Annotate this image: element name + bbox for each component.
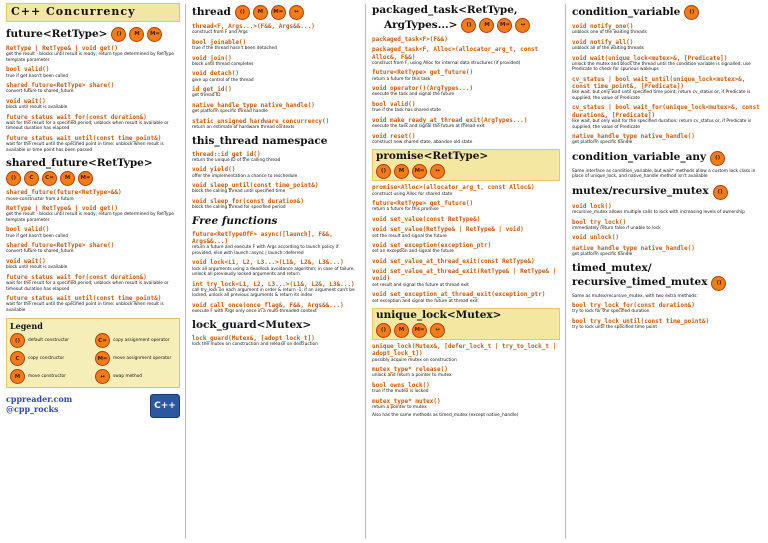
legend-text: swap method	[113, 374, 143, 380]
method-description: get the result - blocks until result is ready; return type determined by RetType template parameter	[6, 212, 174, 223]
operation-badge-icon: ()	[376, 323, 391, 338]
section-header-unique-lock	[372, 308, 560, 340]
shared-future-items	[6, 189, 180, 313]
operation-badge-icon: M=	[412, 323, 427, 338]
section-title: shared_future<RetType>	[6, 157, 153, 170]
method-signature: void detach()	[192, 70, 239, 78]
method-signature: future_status wait_for(const duration&)	[6, 273, 147, 281]
legend-badge-icon: M=	[95, 351, 110, 366]
column-1	[0, 0, 185, 543]
twitter-handle[interactable]: @cpp_rocks	[6, 404, 59, 415]
operation-badge-icon: ()	[684, 5, 699, 20]
method-signature: mutex_type* release()	[372, 366, 448, 374]
operation-badge-icon: ↔	[430, 323, 445, 338]
method-description: move-constructor from a future	[6, 196, 74, 202]
method-description: construct from F and Args	[192, 30, 248, 36]
badge-group	[713, 184, 731, 200]
method-signature: bool joinable()	[192, 38, 247, 46]
operation-badge-icon: M=	[147, 27, 162, 42]
section-title: unique_lock<Mutex>	[376, 309, 502, 322]
operation-badge-icon: ()	[461, 18, 476, 33]
legend-item	[95, 351, 176, 366]
method-signature: void set_value(RetType& | RetType& | void)	[372, 226, 524, 234]
legend-badge-icon: C	[10, 351, 25, 366]
legend-item	[95, 369, 176, 384]
operation-badge-icon: ()	[6, 171, 21, 186]
method-description: execute F with Args only once in a multi-threaded context	[192, 309, 317, 315]
method-signature: void yield()	[192, 166, 236, 174]
column-4	[566, 0, 768, 543]
section-header-future	[6, 26, 180, 42]
thread-items	[192, 23, 360, 131]
section-header-condition-variable-any	[572, 150, 763, 166]
method-signature: packaged_task<F>(F&&)	[372, 36, 448, 43]
method-description: unblock all of the waiting threads	[572, 46, 644, 52]
method-signature: void wait(unique_lock<mutex>&, [Predicate])	[572, 54, 728, 62]
section-header-packaged-task	[372, 4, 560, 33]
method-signature: promise<Alloc>(allocator_arg_t, const Alloc&)	[372, 184, 535, 192]
operation-badge-icon: ↔	[430, 164, 445, 179]
packaged-task-items	[372, 36, 560, 145]
method-signature: bool try_lock()	[572, 218, 627, 226]
method-signature: void sleep_until(const time_point&)	[192, 182, 319, 190]
method-description: set an exception and signal the future	[372, 249, 454, 255]
operation-badge-icon: M	[253, 5, 268, 20]
method-description: return a future and execute F with Args according to launch policy if provided, else with launch::async | launch::deferred	[192, 245, 339, 256]
page-title: C++ Concurrency	[6, 3, 180, 22]
section-header-thread	[192, 4, 360, 20]
method-signature: future<RetType> get_future()	[372, 69, 474, 77]
method-signature: native_handle_type native_handle()	[572, 133, 695, 141]
promise-items	[372, 184, 560, 304]
operation-badge-icon: M=	[497, 18, 512, 33]
badge-group	[684, 4, 702, 20]
method-description: set the result and signal the future	[372, 233, 447, 239]
operation-badge-icon: C=	[42, 171, 57, 186]
section-header-mutex	[572, 184, 763, 200]
legend-text: default constructor	[28, 338, 70, 344]
timed-mutex-desc: Same as mutex/recursive_mutex, with two extra methods:	[572, 293, 698, 299]
method-signature: void unlock()	[572, 234, 619, 242]
method-description: unlock the mutex and block the thread until the condition variable is signalled; use Predicate to check for spurious wakeups	[572, 61, 751, 73]
method-description: block until result is available	[6, 105, 68, 111]
operation-badge-icon: M=	[412, 164, 427, 179]
method-description: convert future to shared_future	[6, 249, 74, 255]
method-signature: thread::id get_id()	[192, 150, 261, 158]
method-description: true if the mutex is locked	[372, 389, 429, 395]
method-signature: void reset()	[372, 132, 416, 140]
method-description: get the result - blocks until result is ready; return type determined by RetType template parameter	[6, 52, 174, 63]
unique-lock-items	[372, 343, 560, 410]
section-title: packaged_task<RetType,	[372, 4, 518, 16]
footer	[6, 394, 180, 418]
operation-badge-icon: M	[60, 171, 75, 186]
method-signature: RetType | RetType& | void get()	[6, 205, 118, 213]
method-description: lock the mutex on construction and release on destruction	[192, 342, 318, 348]
section-title-cont: recursive_timed_mutex	[572, 276, 708, 289]
method-description: get platform specific handle	[572, 252, 633, 258]
operation-badge-icon: ()	[376, 164, 391, 179]
method-signature: int try_lock<L1, L2, L3...>(L1&, L2&, L3&...)	[192, 280, 355, 288]
method-description: execute the task and signal the future at thread exit	[372, 124, 485, 130]
method-signature: void set_value_at_thread_exit(const RetType&)	[372, 257, 535, 265]
method-description: wait for the result for a specified period; unblock when result is available or timeout duration has elapsed	[6, 281, 169, 292]
method-description: wait for the result for a specified period; unblock when result is available or timeout duration has elapsed	[6, 120, 169, 132]
method-description: true if the task has shared state	[372, 108, 441, 114]
free-function-items	[192, 231, 360, 315]
section-title: condition_variable_any	[572, 151, 707, 164]
operation-badge-icon: ()	[710, 151, 725, 166]
method-description: true if get hasn't been called	[6, 73, 69, 79]
method-description: wait for the result until the specified point in time; unblock when result is available or time point has been passed	[6, 142, 164, 153]
method-signature: bool valid()	[6, 66, 50, 74]
method-signature: shared_future<RetType> share()	[6, 242, 115, 250]
method-description: true if the thread hasn't been detached	[192, 46, 277, 52]
method-description: lock all arguments using a deadlock avoidance algorithm; in case of failure, unlock all previously locked arguments and return	[192, 266, 355, 278]
badge-group	[111, 26, 165, 42]
method-description: convert future to shared_future	[6, 89, 74, 95]
method-signature: future_status wait_until(const time_point&)	[6, 134, 162, 142]
legend-badge-icon: ↔	[95, 369, 110, 384]
section-title: condition_variable	[572, 5, 681, 18]
method-signature: future_status wait_for(const duration&)	[6, 113, 147, 121]
section-title-cont: ArgTypes...>	[384, 18, 458, 31]
method-signature: bool try_lock_until(const time_point&)	[572, 317, 710, 325]
method-description: recursive_mutex allows multiple calls to lock with increasing levels of ownership	[572, 210, 745, 216]
badge-group	[6, 170, 96, 186]
legend	[6, 318, 180, 388]
method-description: construct from F, using Alloc for internal data structures (if provided)	[372, 60, 521, 66]
method-description: offer the implementation a chance to reschedule	[192, 173, 298, 179]
method-signature: packaged_task<F, Alloc>(allocator_arg_t, const Alloc&, F&&)	[372, 46, 539, 61]
lock-guard-items	[192, 335, 360, 348]
badge-group	[710, 150, 728, 166]
operation-badge-icon: M=	[78, 171, 93, 186]
method-signature: native_handle_type native_handle()	[192, 101, 315, 109]
method-signature: thread<F, Args...>(F&&, Args&&...)	[192, 23, 315, 30]
operation-badge-icon: ↔	[515, 18, 530, 33]
legend-item	[10, 333, 91, 348]
legend-badge-icon: M	[10, 369, 25, 384]
mutex-items	[572, 203, 763, 258]
method-signature: void set_exception(exception_ptr)	[372, 242, 492, 250]
operation-badge-icon: C	[24, 171, 39, 186]
method-signature: unique_lock(Mutex&, [defer_lock_t | try_to_lock_t | adopt_lock_t])	[372, 343, 557, 358]
method-signature: bool owns_lock()	[372, 381, 430, 389]
operation-badge-icon: ()	[713, 185, 728, 200]
method-description: return a future for this task	[372, 76, 431, 82]
method-signature: void call_once(once_flag&, F&&, Args&&...)	[192, 301, 344, 309]
badge-group	[711, 275, 729, 291]
method-signature: void notify_all()	[572, 38, 634, 46]
cpp-logo-icon: C++	[150, 394, 180, 418]
method-description: set exception and signal the future at thread exit	[372, 298, 478, 304]
legend-grid	[10, 333, 176, 384]
method-description: construct new shared state, abandon old state	[372, 139, 473, 145]
method-signature: void sleep_for(const duration&)	[192, 197, 304, 205]
section-header-timed-mutex	[572, 262, 763, 291]
method-signature: shared_future(future<RetType>&&)	[6, 189, 122, 197]
section-header-free-functions	[192, 215, 360, 228]
method-signature: id get_id()	[192, 86, 232, 94]
method-signature: void set_value(const RetType&)	[372, 215, 481, 223]
method-signature: void make_ready_at_thread_exit(ArgTypes...)	[372, 116, 528, 124]
method-signature: void wait()	[6, 257, 46, 265]
method-description: set result and signal the future at thread exit	[372, 282, 469, 288]
method-signature: native_handle_type native_handle()	[572, 244, 695, 252]
section-title: timed_mutex/	[572, 261, 652, 274]
operation-badge-icon: ()	[111, 27, 126, 42]
this-thread-items	[192, 151, 360, 211]
legend-item	[95, 333, 176, 348]
method-description: get thread ID	[192, 93, 221, 99]
method-description: like wait, but only wait for the specified duration; return cv_status or, if Predicate is supplied, the value of Predicate	[572, 119, 752, 130]
section-title: thread	[192, 5, 231, 18]
method-signature: void join()	[192, 54, 232, 62]
unique-lock-footer: Also has the same methods as timed_mutex (except native_handle)	[372, 412, 519, 418]
badge-group	[461, 17, 533, 33]
badge-group	[376, 163, 448, 179]
method-signature: void set_exception_at_thread_exit(exception_ptr)	[372, 291, 546, 299]
method-signature: cv_status | bool wait_for(unique_lock<mutex>&, const duration&, [Predicate])	[572, 104, 760, 119]
method-signature: bool valid()	[372, 100, 416, 108]
legend-item	[10, 369, 91, 384]
method-signature: bool valid()	[6, 226, 50, 234]
section-title: this_thread namespace	[192, 134, 328, 147]
operation-badge-icon: M	[394, 164, 409, 179]
method-signature: cv_status | bool wait_until(unique_lock<mutex>&, const time_point&, [Predicate])	[572, 75, 746, 91]
section-title: lock_guard<Mutex>	[192, 318, 312, 331]
timed-mutex-items	[572, 302, 763, 331]
method-description: call try_lock on each argument in order & return -1; if an argument can't be locked, unlock all previous arguments & return its index	[192, 287, 355, 299]
method-signature: void set_value_at_thread_exit(RetType& | RetType& | void)	[372, 268, 557, 283]
method-signature: static unsigned hardware_concurrency()	[192, 117, 330, 125]
method-description: true if get hasn't been called	[6, 233, 69, 239]
method-description: return a pointer to mutex	[372, 405, 427, 411]
method-description: execute the task and signal the future	[372, 92, 455, 98]
method-description: unblock one of the waiting threads	[572, 30, 647, 36]
operation-badge-icon: M	[129, 27, 144, 42]
method-description: give up control of the thread	[192, 77, 254, 83]
section-title: Free functions	[192, 214, 278, 227]
section-title: future<RetType>	[6, 27, 108, 40]
operation-badge-icon: ()	[235, 5, 250, 20]
method-signature: void lock()	[572, 202, 612, 210]
method-signature: void lock<L1, L2, L3...>(L1&, L2&, L3&...)	[192, 259, 344, 267]
condition-variable-items	[572, 23, 763, 146]
legend-text: copy assignment operator	[113, 338, 170, 344]
badge-group	[235, 4, 307, 20]
column-2	[186, 0, 365, 543]
legend-badge-icon: C=	[95, 333, 110, 348]
method-description: possibly acquire mutex on construction	[372, 357, 457, 363]
legend-item	[10, 351, 91, 366]
badge-group	[376, 322, 448, 338]
method-description: get platform specific thread handle	[192, 109, 268, 115]
legend-text: move assignment operator	[113, 356, 172, 362]
method-description: try to lock for the specified duration	[572, 309, 650, 315]
legend-title: Legend	[10, 321, 43, 332]
method-description: construct using Alloc for shared state	[372, 191, 453, 197]
method-description: block the calling thread for specified period	[192, 205, 286, 211]
operation-badge-icon: M=	[271, 5, 286, 20]
section-header-promise	[372, 149, 560, 181]
operation-badge-icon: ()	[711, 276, 726, 291]
method-description: wait for the result until the specified point in time; unblock when result is available	[6, 302, 164, 313]
method-description: immediately return false if unable to lock	[572, 225, 661, 231]
method-signature: RetType | RetType& | void get()	[6, 45, 118, 52]
method-description: get platform specific handle	[572, 140, 633, 146]
operation-badge-icon: ↔	[289, 5, 304, 20]
section-title: promise<RetType>	[376, 150, 489, 163]
method-description: return the unique ID of the calling thread	[192, 157, 281, 163]
column-3	[366, 0, 565, 543]
legend-text: copy constructor	[28, 356, 65, 362]
condition-variable-any-desc: Same interface as condition_variable, but wait* methods allow a custom lock class in place of unique_lock, and native_handle method isn't available	[572, 168, 756, 180]
section-title: mutex/recursive_mutex	[572, 185, 709, 198]
method-description: return a future for this promise	[372, 207, 439, 213]
method-signature: void notify_one()	[572, 23, 634, 30]
method-description: try to lock until the specified time point	[572, 325, 658, 331]
section-header-shared-future	[6, 157, 180, 186]
section-header-lock-guard	[192, 319, 360, 332]
future-items	[6, 45, 180, 153]
legend-text: move constructor	[28, 374, 66, 380]
legend-badge-icon: ()	[10, 333, 25, 348]
method-description: like wait, but only wait until specified time point; return cv_status or, if Predicate is supplied, the value of Predicate	[572, 90, 751, 101]
method-signature: future<RetType> get_future()	[372, 200, 474, 208]
method-signature: void operator()(ArgTypes...)	[372, 85, 474, 93]
method-signature: lock_guard(Mutex&, [adopt_lock_t])	[192, 334, 315, 342]
method-signature: shared_future<RetType> share()	[6, 82, 115, 90]
operation-badge-icon: M	[479, 18, 494, 33]
method-description: return an estimate of hardware thread contexts	[192, 125, 295, 131]
section-header-condition-variable	[572, 4, 763, 20]
method-description: block until result is available	[6, 265, 68, 271]
method-signature: void wait()	[6, 97, 46, 105]
method-description: block the calling thread until specified time	[192, 189, 286, 195]
site-link[interactable]: cppreader.com	[6, 394, 73, 405]
operation-badge-icon: M	[394, 323, 409, 338]
method-signature: future<RetTypeOfF> async([launch], F&&, Args&&...)	[192, 230, 333, 246]
method-signature: mutex_type* mutex()	[372, 397, 441, 405]
method-signature: future_status wait_until(const time_point&)	[6, 295, 162, 303]
method-description: unlock and return a pointer to mutex	[372, 373, 452, 379]
section-header-this-thread	[192, 135, 360, 148]
method-description: block until thread completes	[192, 61, 254, 67]
method-signature: bool try_lock_for(const duration&)	[572, 302, 695, 310]
